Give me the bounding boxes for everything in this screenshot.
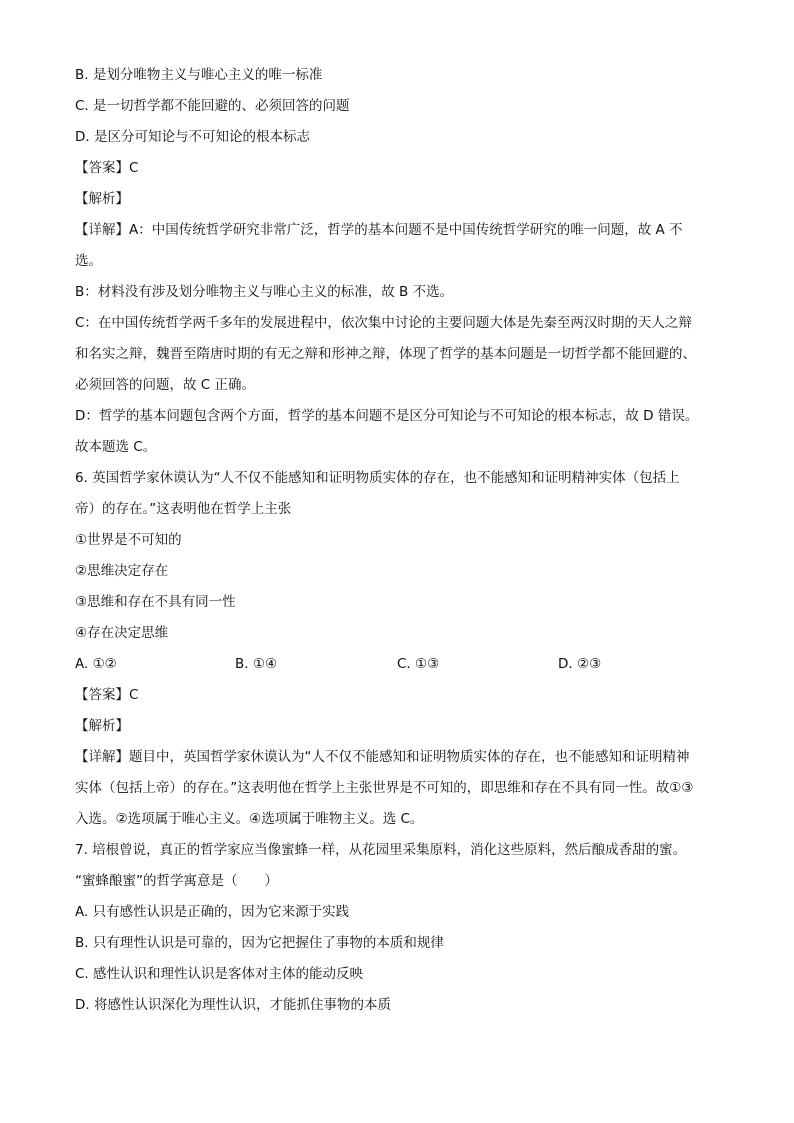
q5-detail-line: 和名实之辩，魏晋至隋唐时期的有无之辩和形神之辩，体现了哲学的基本问题是一切哲学都不能回避的、 — [75, 346, 696, 362]
q6-detail-line: 实体（包括上帝）的存在。”这表明他在哲学上主张世界是不可知的，即思维和存在不具有同一性。故①③ — [75, 780, 694, 796]
q5-conclusion: 故本题选 C。 — [75, 439, 157, 455]
q7-option-b: B. 只有理性认识是可靠的，因为它把握住了事物的本质和规律 — [75, 935, 444, 951]
q5-detail-line: C：在中国传统哲学两千多年的发展进程中，依次集中讨论的主要问题大体是先秦至两汉时期的天人之辩 — [75, 315, 692, 331]
q5-option-d: D. 是区分可知论与不可知论的根本标志 — [75, 129, 310, 145]
q6-analysis-label: 【解析】 — [75, 718, 129, 734]
q6-item-1: ①世界是不可知的 — [75, 532, 182, 548]
q6-choice-c: C. ①③ — [397, 656, 440, 672]
q7-option-c: C. 感性认识和理性认识是客体对主体的能动反映 — [75, 966, 364, 982]
q6-choice-a: A. ①② — [75, 656, 117, 672]
document-page — [75, 60, 725, 1021]
q5-detail-line: 【详解】A：中国传统哲学研究非常广泛，哲学的基本问题不是中国传统哲学研究的唯一问题，故 A 不 — [75, 222, 683, 238]
q5-option-b: B. 是划分唯物主义与唯心主义的唯一标准 — [75, 67, 323, 83]
q6-item-2: ②思维决定存在 — [75, 563, 169, 579]
q5-detail-line: 必须回答的问题，故 C 正确。 — [75, 377, 256, 393]
q5-option-c: C. 是一切哲学都不能回避的、必须回答的问题 — [75, 98, 350, 114]
q6-choices — [75, 649, 725, 680]
q6-choice-d: D. ②③ — [558, 656, 602, 672]
q5-detail-line: B：材料没有涉及划分唯物主义与唯心主义的标准，故 B 不选。 — [75, 284, 454, 300]
q7-stem: “蜜蜂酿蜜”的哲学寓意是（ ） — [75, 873, 278, 889]
q7-stem: 7. 培根曾说，真正的哲学家应当像蜜蜂一样，从花园里采集原料，消化这些原料，然后酿成香甜的蜜。 — [75, 842, 687, 858]
q7-option-a: A. 只有感性认识是正确的，因为它来源于实践 — [75, 904, 350, 920]
q7-option-d: D. 将感性认识深化为理性认识，才能抓住事物的本质 — [75, 997, 391, 1013]
q6-item-3: ③思维和存在不具有同一性 — [75, 594, 236, 610]
q6-choice-b: B. ①④ — [235, 656, 278, 672]
q6-detail-line: 入选。②选项属于唯心主义。④选项属于唯物主义。选 C。 — [75, 811, 424, 827]
q6-answer: 【答案】C — [75, 687, 139, 703]
q6-item-4: ④存在决定思维 — [75, 625, 169, 641]
q5-detail-line: 选。 — [75, 253, 102, 269]
q5-detail-line: D：哲学的基本问题包含两个方面，哲学的基本问题不是区分可知论与不可知论的根本标志，故 D 错误。 — [75, 408, 699, 424]
q5-answer: 【答案】C — [75, 160, 139, 176]
q5-analysis-label: 【解析】 — [75, 191, 129, 207]
q6-detail-line: 【详解】题目中，英国哲学家休谟认为“人不仅不能感知和证明物质实体的存在，也不能感知和证明精神 — [75, 749, 690, 765]
q6-stem: 6. 英国哲学家休谟认为“人不仅不能感知和证明物质实体的存在，也不能感知和证明精神实体（包括上 — [75, 470, 680, 486]
q6-stem: 帝）的存在。”这表明他在哲学上主张 — [75, 501, 292, 517]
